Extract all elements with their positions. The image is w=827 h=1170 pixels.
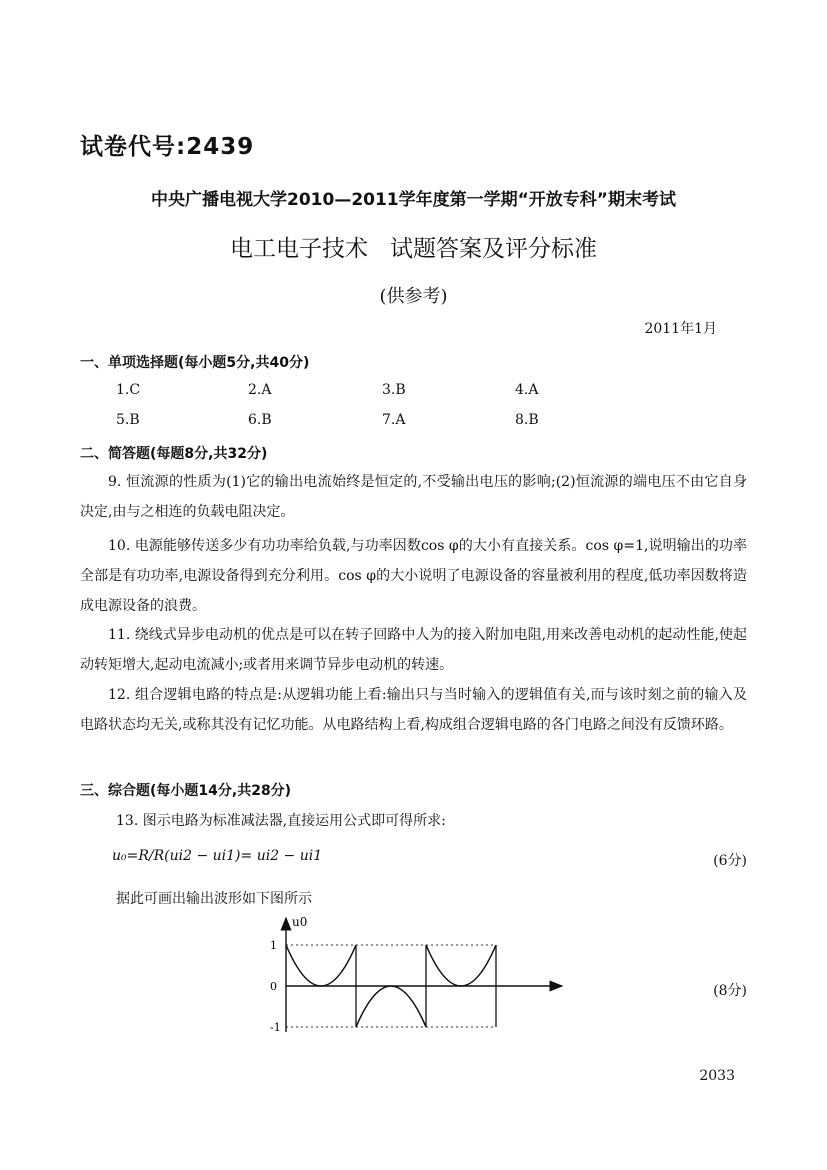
section2-title: 二、简答题(每题8分,共32分) bbox=[80, 446, 268, 462]
y-tick-label: -1 bbox=[270, 1021, 281, 1034]
wave-segment bbox=[426, 945, 496, 986]
answer-6: 6.B bbox=[248, 412, 272, 428]
doc-title bbox=[0, 230, 827, 263]
wave-segment bbox=[356, 986, 426, 1027]
exam-date: 2011年1月 bbox=[644, 321, 717, 337]
answer-8: 8.B bbox=[515, 412, 539, 428]
answer-5: 5.B bbox=[116, 412, 140, 428]
exam-header: 中央广播电视大学2010—2011学年度第一学期“开放专科”期末考试 bbox=[151, 190, 676, 210]
answer-2: 2.A bbox=[248, 382, 272, 398]
wave-caption: 据此可画出输出波形如下图所示 bbox=[116, 891, 312, 907]
wave-score: (8分) bbox=[713, 983, 747, 999]
answer-12: 12. 组合逻辑电路的特点是:从逻辑功能上看:输出只与当时输入的逻辑值有关,而与该时刻之前的输入及电路状态均无关,或称其没有记忆功能。从电路结构上看,构成组合逻辑电路的各门电路之间没有反馈环路。 bbox=[80, 687, 747, 733]
y-tick-label: 0 bbox=[270, 980, 277, 993]
doc-subtitle: 试题答案及评分标准 bbox=[390, 236, 597, 262]
answer-10: 10. 电源能够传送多少有功功率给负载,与功率因数cos φ的大小有直接关系。cos φ=1,说明输出的功率全部是有功功率,电源设备得到充分利用。cos φ的大小说明了电源设备的容量被利用的程度,低功率因数将造成电源设备的浪费。 bbox=[80, 538, 747, 614]
output-waveform-chart bbox=[260, 908, 570, 1038]
answer-11: 11. 绕线式异步电动机的优点是可以在转子回路中人为的接入附加电阻,用来改善电动机的起动性能,使起动转矩增大,起动电流减小;或者用来调节异步电动机的转速。 bbox=[80, 627, 747, 673]
section3-title: 三、综合题(每小题14分,共28分) bbox=[80, 783, 292, 799]
answer-4: 4.A bbox=[515, 382, 539, 398]
y-tick-label: 1 bbox=[270, 939, 277, 952]
answer-1: 1.C bbox=[116, 382, 141, 398]
exam-code: 试卷代号:2439 bbox=[80, 134, 255, 160]
course-name: 电工电子技术 bbox=[230, 236, 368, 262]
y-axis-label: u0 bbox=[292, 915, 308, 929]
page-number: 2033 bbox=[699, 1068, 735, 1084]
subtractor-formula: u₀=R/R(ui2 − ui1)= ui2 − ui1 bbox=[112, 848, 323, 864]
reference-note: (供参考) bbox=[379, 286, 448, 307]
formula-score: (6分) bbox=[713, 853, 747, 869]
question-13: 13. 图示电路为标准减法器,直接运用公式即可得所求: bbox=[116, 813, 446, 829]
answer-7: 7.A bbox=[382, 412, 406, 428]
answer-3: 3.B bbox=[382, 382, 406, 398]
wave-segment bbox=[286, 945, 356, 986]
section1-title: 一、单项选择题(每小题5分,共40分) bbox=[80, 355, 310, 371]
answer-9: 9. 恒流源的性质为(1)它的输出电流始终是恒定的,不受输出电压的影响;(2)恒流源的端电压不由它自身决定,由与之相连的负载电阻决定。 bbox=[80, 474, 747, 520]
